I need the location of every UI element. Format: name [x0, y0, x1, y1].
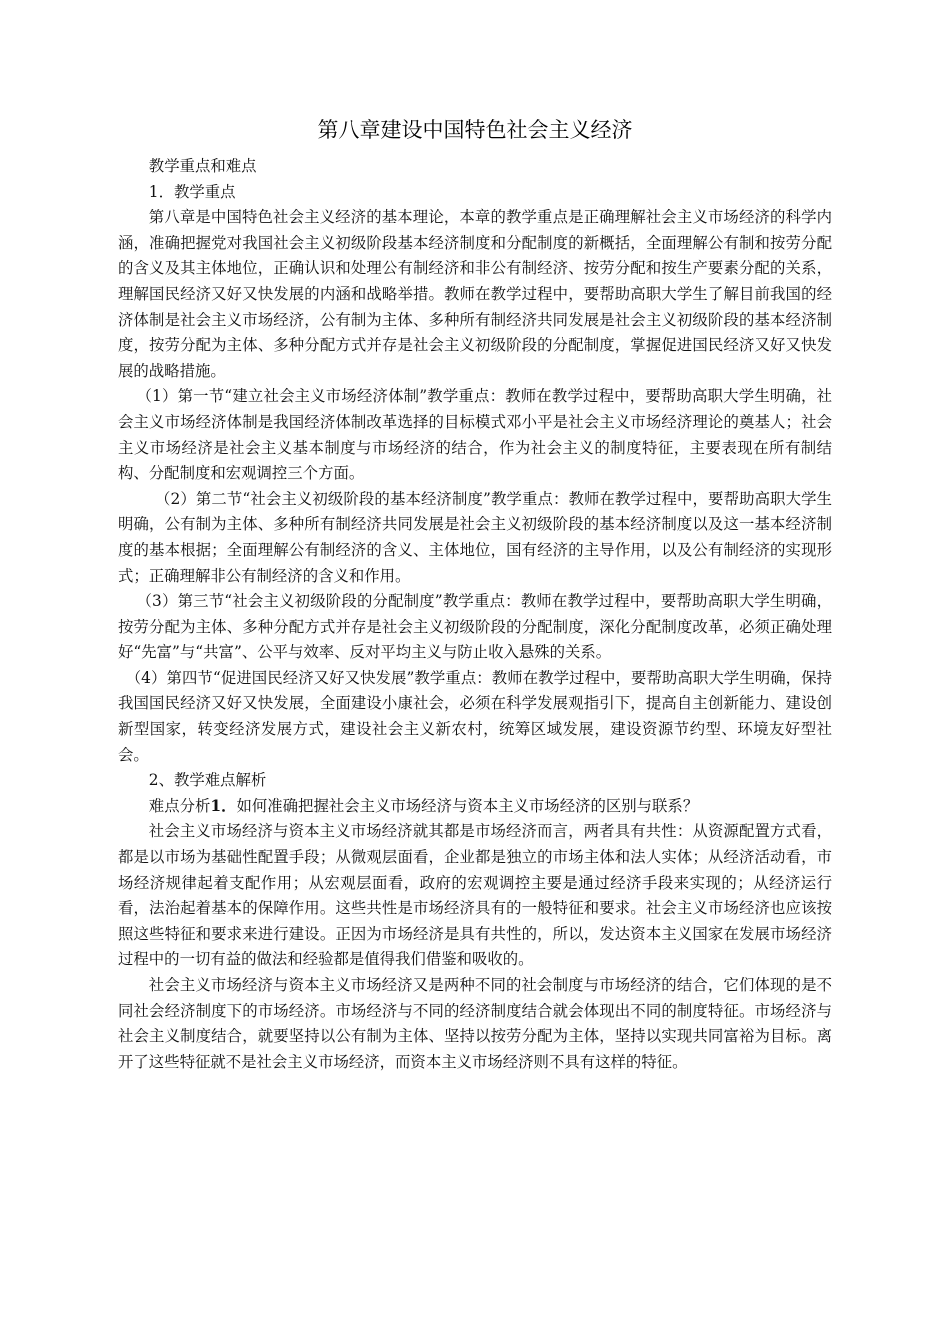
difficulty-number: 1．: [210, 796, 237, 815]
difficulty-prefix: 难点分析: [148, 796, 211, 815]
difficulty-question-text: 如何准确把握社会主义市场经济与资本主义市场经济的区别与联系？: [236, 796, 699, 815]
paragraph-common-features: 社会主义市场经济与资本主义市场经济就其都是市场经济而言，两者具有共性：从资源配置方式看，都是以市场为基础性配置手段；从微观层面看，企业都是独立的市场主体和法人实体；从经济活动看，市场经济规律起着支配作用；从宏观层面看，政府的宏观调控主要是通过经济手段来实现的；从经济运行看，法治起着基本的保障作用。这些共性是市场经济具有的一般特征和要求。社会主义市场经济也应该按照这些特征和要求来进行建设。正因为市场经济是具有共性的，所以，发达资本主义国家在发展市场经济过程中的一切有益的做法和经验都是值得我们借鉴和吸收的。: [118, 822, 832, 969]
paragraph-intro: 第八章是中国特色社会主义经济的基本理论，本章的教学重点是正确理解社会主义市场经济的科学内涵，准确把握党对我国社会主义初级阶段基本经济制度和分配制度的新概括，全面理解公有制和按劳分配的含义及其主体地位，正确认识和处理公有制经济和非公有制经济、按劳分配和按生产要素分配的关系，理解国民经济又好又快发展的内涵和战略举措。教师在教学过程中，要帮助高职大学生了解目前我国的经济体制是社会主义市场经济，公有制为主体、多种所有制经济共同发展是社会主义初级阶段的基本经济制度，按劳分配为主体、多种分配方式并存是社会主义初级阶段的分配制度，掌握促进国民经济又好又快发展的战略措施。: [118, 208, 832, 380]
document-body: [118, 114, 832, 1075]
paragraph-differences: 社会主义市场经济与资本主义市场经济又是两种不同的社会制度与市场经济的结合，它们体现的是不同社会经济制度下的市场经济。市场经济与不同的经济制度结合就会体现出不同的制度特征。市场经济与社会主义制度结合，就要坚持以公有制为主体、坚持以按劳分配为主体，坚持以实现共同富裕为目标。离开了这些特征就不是社会主义市场经济，而资本主义市场经济则不具有这样的特征。: [118, 976, 832, 1071]
paragraph-section-4: （4）第四节“促进国民经济又好又快发展”教学重点：教师在教学过程中，要帮助高职大学生明确，保持我国国民经济又好又快发展，全面建设小康社会，必须在科学发展观指引下，提高自主创新能力、建设创新型国家，转变经济发展方式，建设社会主义新农村，统筹区域发展，建设资源节约型、环境友好型社会。: [118, 668, 832, 764]
paragraph-section-2: （2）第二节“社会主义初级阶段的基本经济制度”教学重点：教师在教学过程中，要帮助高职大学生明确，公有制为主体、多种所有制经济共同发展是社会主义初级阶段的基本经济制度以及这一基本经济制度的基本根据；全面理解公有制经济的含义、主体地位，国有经济的主导作用，以及公有制经济的实现形式；正确理解非公有制经济的含义和作用。: [118, 489, 832, 585]
difficulty-question: [118, 794, 832, 820]
section-heading-key-points: 教学重点和难点: [148, 157, 257, 175]
subheading-teaching-focus: 1．教学重点: [148, 182, 236, 201]
paragraph-section-1: （1）第一节“建立社会主义市场经济体制”教学重点：教师在教学过程中，要帮助高职大学生明确，社会主义市场经济体制是我国经济体制改革选择的目标模式邓小平是社会主义市场经济理论的奠基人；社会主义市场经济是社会主义基本制度与市场经济的结合，作为社会主义的制度特征，主要表现在所有制结构、分配制度和宏观调控三个方面。: [118, 387, 832, 483]
paragraph-section-3: （3）第三节“社会主义初级阶段的分配制度”教学重点：教师在教学过程中，要帮助高职大学生明确，按劳分配为主体、多种分配方式并存是社会主义初级阶段的分配制度，深化分配制度改革，必须正确处理好“先富”与“共富”、公平与效率、反对平均主义与防止收入悬殊的关系。: [118, 592, 832, 662]
page-title: 第八章建设中国特色社会主义经济: [317, 118, 633, 142]
subheading-difficulty-analysis: 2、教学难点解析: [148, 771, 267, 790]
